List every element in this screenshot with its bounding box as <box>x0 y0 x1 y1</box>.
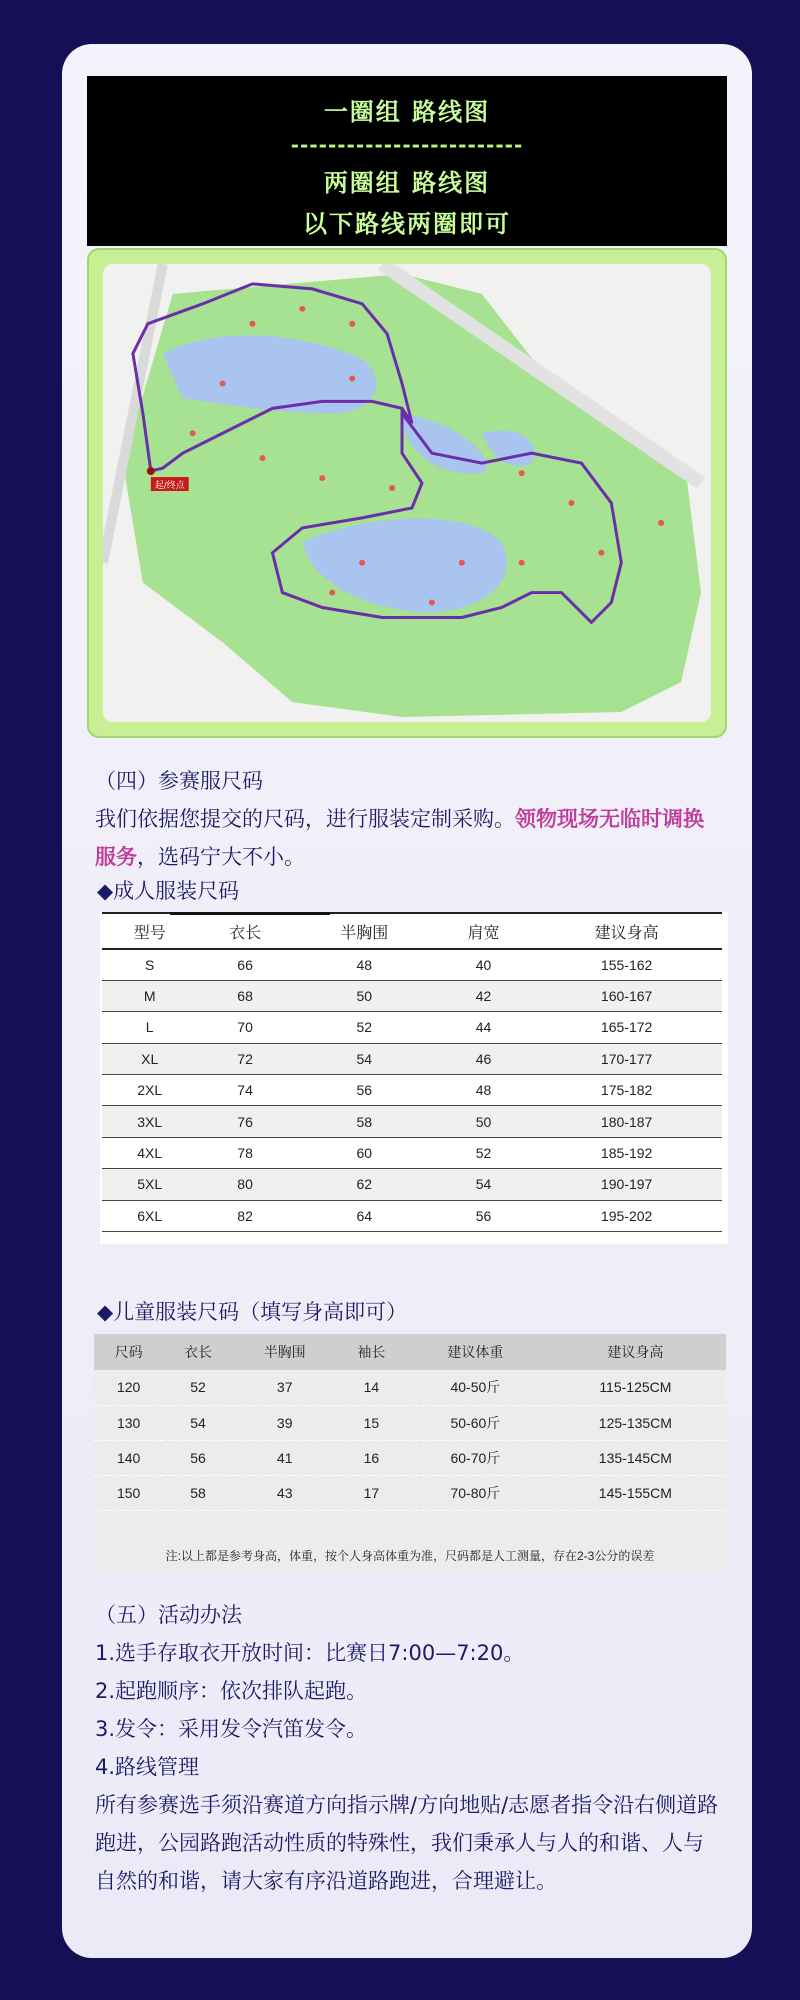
table-row <box>94 1475 726 1510</box>
table-cell: 37 <box>233 1370 337 1405</box>
route-map <box>103 264 711 722</box>
table-cell: 39 <box>233 1405 337 1440</box>
table-cell: 130 <box>94 1405 163 1440</box>
table-cell: 54 <box>293 1043 436 1074</box>
table-cell: 180-187 <box>531 1106 722 1137</box>
route-map-image <box>103 264 711 722</box>
no-exchange-notice: 领物现场无临时调换服务 <box>95 807 704 869</box>
table-cell: 17 <box>337 1475 406 1510</box>
table-header: 半胸围 <box>293 913 436 949</box>
table-cell: 76 <box>197 1106 292 1137</box>
table-cell: 68 <box>197 980 292 1011</box>
table-cell: L <box>102 1012 197 1043</box>
table-row <box>102 1043 722 1074</box>
table-cell: 160-167 <box>531 980 722 1011</box>
table-cell: 145-155CM <box>545 1475 726 1510</box>
table-cell: 185-192 <box>531 1137 722 1168</box>
table-cell: 120 <box>94 1370 163 1405</box>
table-row <box>102 1075 722 1106</box>
table-cell: 60-70斤 <box>406 1440 545 1475</box>
table-cell: 50 <box>436 1106 531 1137</box>
table-cell: 44 <box>436 1012 531 1043</box>
section4-text-b: ，选码宁大不小。 <box>137 845 305 869</box>
table-cell: 3XL <box>102 1106 197 1137</box>
section4-title: （四）参赛服尺码 <box>95 769 263 793</box>
section5-title: （五）活动办法 <box>95 1603 242 1627</box>
table-cell: 195-202 <box>531 1200 722 1231</box>
table-cell: 48 <box>436 1075 531 1106</box>
rule-item-4: 4.路线管理 <box>95 1755 200 1779</box>
table-cell: 56 <box>436 1200 531 1231</box>
table-cell: 54 <box>436 1169 531 1200</box>
table-cell: 72 <box>197 1043 292 1074</box>
table-row <box>102 1169 722 1200</box>
table-cell: 52 <box>293 1012 436 1043</box>
table-cell: S <box>102 949 197 980</box>
table-cell: 50-60斤 <box>406 1405 545 1440</box>
table-cell: 155-162 <box>531 949 722 980</box>
table-cell: 62 <box>293 1169 436 1200</box>
table-cell: 56 <box>163 1440 232 1475</box>
table-header: 袖长 <box>337 1334 406 1370</box>
table-cell: 70-80斤 <box>406 1475 545 1510</box>
table-cell: 190-197 <box>531 1169 722 1200</box>
rule-item-2: 2.起跑顺序：依次排队起跑。 <box>95 1679 368 1703</box>
route-header <box>87 76 727 246</box>
table-cell: 66 <box>197 949 292 980</box>
table-row <box>102 1200 722 1231</box>
section4-paragraph <box>95 800 710 876</box>
table-cell: 140 <box>94 1440 163 1475</box>
table-row <box>102 949 722 980</box>
table-cell: 5XL <box>102 1169 197 1200</box>
table-cell: 41 <box>233 1440 337 1475</box>
table-cell: 74 <box>197 1075 292 1106</box>
dashed-divider: ------------------------- <box>290 133 524 157</box>
table-cell: 4XL <box>102 1137 197 1168</box>
start-finish-label: 起/终点 <box>154 481 185 492</box>
table-cell: 125-135CM <box>545 1405 726 1440</box>
table-cell: 6XL <box>102 1200 197 1231</box>
table-cell: 15 <box>337 1405 406 1440</box>
table-header: 半胸围 <box>233 1334 337 1370</box>
table-header: 建议身高 <box>545 1334 726 1370</box>
table-cell: 70 <box>197 1012 292 1043</box>
two-lap-note: 以下路线两圈即可 <box>303 210 511 238</box>
table-cell: 40 <box>436 949 531 980</box>
table-row <box>94 1370 726 1405</box>
table-header: 衣长 <box>197 913 292 949</box>
table-cell: 82 <box>197 1200 292 1231</box>
table-row <box>94 1405 726 1440</box>
table-row <box>102 1137 722 1168</box>
table-cell: 80 <box>197 1169 292 1200</box>
table-cell: 40-50斤 <box>406 1370 545 1405</box>
table-cell: 64 <box>293 1200 436 1231</box>
table-header: 衣长 <box>163 1334 232 1370</box>
table-cell: 150 <box>94 1475 163 1510</box>
rule-item-3: 3.发令：采用发令汽笛发令。 <box>95 1717 368 1741</box>
table-row <box>102 1012 722 1043</box>
adult-size-table <box>102 912 722 1232</box>
table-cell: 16 <box>337 1440 406 1475</box>
child-size-table <box>94 1334 726 1511</box>
table-header: 尺码 <box>94 1334 163 1370</box>
adult-size-heading: ◆成人服装尺码 <box>97 879 240 903</box>
table-cell: 78 <box>197 1137 292 1168</box>
table-cell: 58 <box>293 1106 436 1137</box>
table-row <box>94 1440 726 1475</box>
child-size-heading: ◆儿童服装尺码（填写身高即可） <box>97 1300 408 1324</box>
route-management-text: 所有参赛选手须沿赛道方向指示牌/方向地贴/志愿者指令沿右侧道路跑进，公园路跑活动性质的特殊性，我们秉承人与人的和谐、人与自然的和谐，请大家有序沿道路跑进，合理避让。 <box>95 1793 719 1893</box>
table-header: 建议体重 <box>406 1334 545 1370</box>
table-cell: 115-125CM <box>545 1370 726 1405</box>
table-row <box>102 980 722 1011</box>
table-cell: 2XL <box>102 1075 197 1106</box>
child-size-note: 注:以上都是参考身高，体重，按个人身高体重为准，尺码都是人工测量，存在2-3公分的误差 <box>165 1549 655 1563</box>
table-cell: 42 <box>436 980 531 1011</box>
route-map-frame <box>87 248 727 738</box>
table-cell: 52 <box>163 1370 232 1405</box>
table-cell: 56 <box>293 1075 436 1106</box>
table-cell: 60 <box>293 1137 436 1168</box>
table-cell: 135-145CM <box>545 1440 726 1475</box>
rule-item-1: 1.选手存取衣开放时间：比赛日7:00—7:20。 <box>95 1641 525 1665</box>
two-lap-route-title: 两圈组 路线图 <box>323 169 491 197</box>
table-row <box>102 1106 722 1137</box>
table-cell: 14 <box>337 1370 406 1405</box>
table-cell: 170-177 <box>531 1043 722 1074</box>
table-cell: 58 <box>163 1475 232 1510</box>
table-header: 建议身高 <box>531 913 722 949</box>
table-header: 型号 <box>102 913 197 949</box>
table-cell: 48 <box>293 949 436 980</box>
table-cell: M <box>102 980 197 1011</box>
table-cell: 43 <box>233 1475 337 1510</box>
table-cell: 54 <box>163 1405 232 1440</box>
table-cell: 52 <box>436 1137 531 1168</box>
section4-text-a: 我们依据您提交的尺码，进行服装定制采购。 <box>95 807 515 831</box>
table-cell: XL <box>102 1043 197 1074</box>
table-header: 肩宽 <box>436 913 531 949</box>
table-cell: 165-172 <box>531 1012 722 1043</box>
table-cell: 175-182 <box>531 1075 722 1106</box>
adult-size-table-wrap <box>100 912 728 1244</box>
table-cell: 50 <box>293 980 436 1011</box>
table-cell: 46 <box>436 1043 531 1074</box>
one-lap-route-title: 一圈组 路线图 <box>323 98 491 126</box>
child-size-table-wrap <box>94 1334 726 1572</box>
